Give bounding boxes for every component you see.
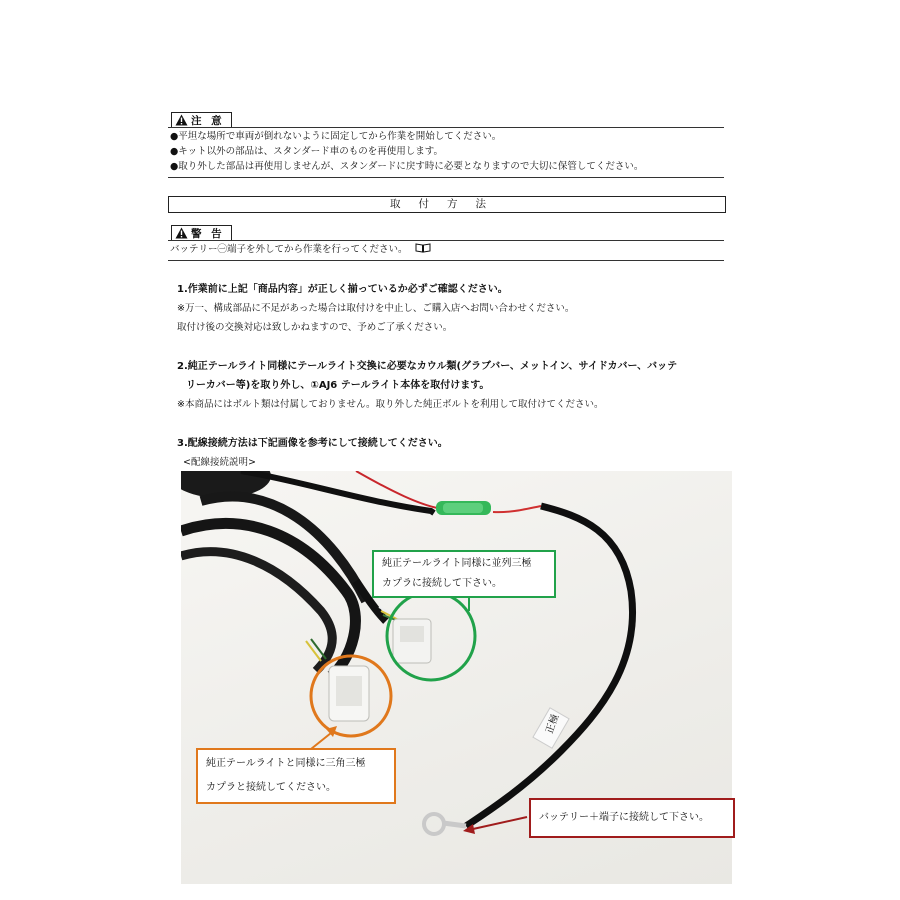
- warning-top-rule: [168, 240, 724, 241]
- caution-bottom-rule: [168, 177, 724, 178]
- step-2-heading: 2.純正テールライト同様にテールライト交換に必要なカウル類(グラブバー、メットイン、サイドカバー、バッテ: [177, 361, 678, 372]
- callout-line: 純正テールライトと同様に三角三極: [206, 758, 366, 769]
- step-2-heading-cont: リーカバー等)を取り外し、①AJ6 テールライト本体を取付けます。: [186, 380, 490, 391]
- wiring-caption: <配線接続説明>: [183, 457, 256, 468]
- step-1-heading: 1.作業前に上記「商品内容」が正しく揃っているか必ずご確認ください。: [177, 284, 508, 295]
- callout-line: 純正テールライト同様に並列三極: [382, 558, 532, 569]
- callout-battery-terminal: バッテリー＋端子に接続して下さい。: [529, 798, 735, 838]
- warning-triangle-icon: [175, 114, 188, 126]
- warning-triangle-icon: [175, 227, 188, 239]
- caution-line: ●取り外した部品は再使用しませんが、スタンダードに戻す時に必要となりますので大切に保管してください。: [170, 161, 644, 172]
- callout-triangle-coupler: [196, 748, 396, 804]
- warning-text: バッテリー㊀端子を外してから作業を行ってください。: [170, 244, 408, 255]
- step-1-note: 取付け後の交換対応は致しかねますので、予めご了承ください。: [177, 322, 453, 333]
- caution-line: ●平坦な場所で車両が倒れないように固定してから作業を開始してください。: [170, 131, 502, 142]
- book-icon: [415, 243, 431, 253]
- section-title: 取付方法: [168, 196, 726, 213]
- callout-parallel-coupler: [372, 550, 556, 598]
- caution-heading: 注 意: [191, 114, 225, 127]
- step-3-heading: 3.配線接続方法は下記画像を参考にして接続してください。: [177, 438, 448, 449]
- step-1-note: ※万一、構成部品に不足があった場合は取付けを中止し、ご購入店へお問い合わせください。: [177, 303, 575, 314]
- step-2-note: ※本商品にはボルト類は付属しておりません。取り外した純正ボルトを利用して取付けてください。: [177, 399, 604, 410]
- warning-bottom-rule: [168, 260, 724, 261]
- caution-top-rule: [168, 127, 724, 128]
- warning-text-row: [170, 243, 431, 256]
- callout-line: カプラに接続して下さい。: [382, 578, 502, 589]
- caution-line: ●キット以外の部品は、スタンダード車のものを再使用します。: [170, 146, 443, 157]
- warning-heading: 警 告: [191, 227, 225, 240]
- cable-label: 正極: [544, 712, 562, 736]
- callout-line: カプラと接続してください。: [206, 782, 336, 793]
